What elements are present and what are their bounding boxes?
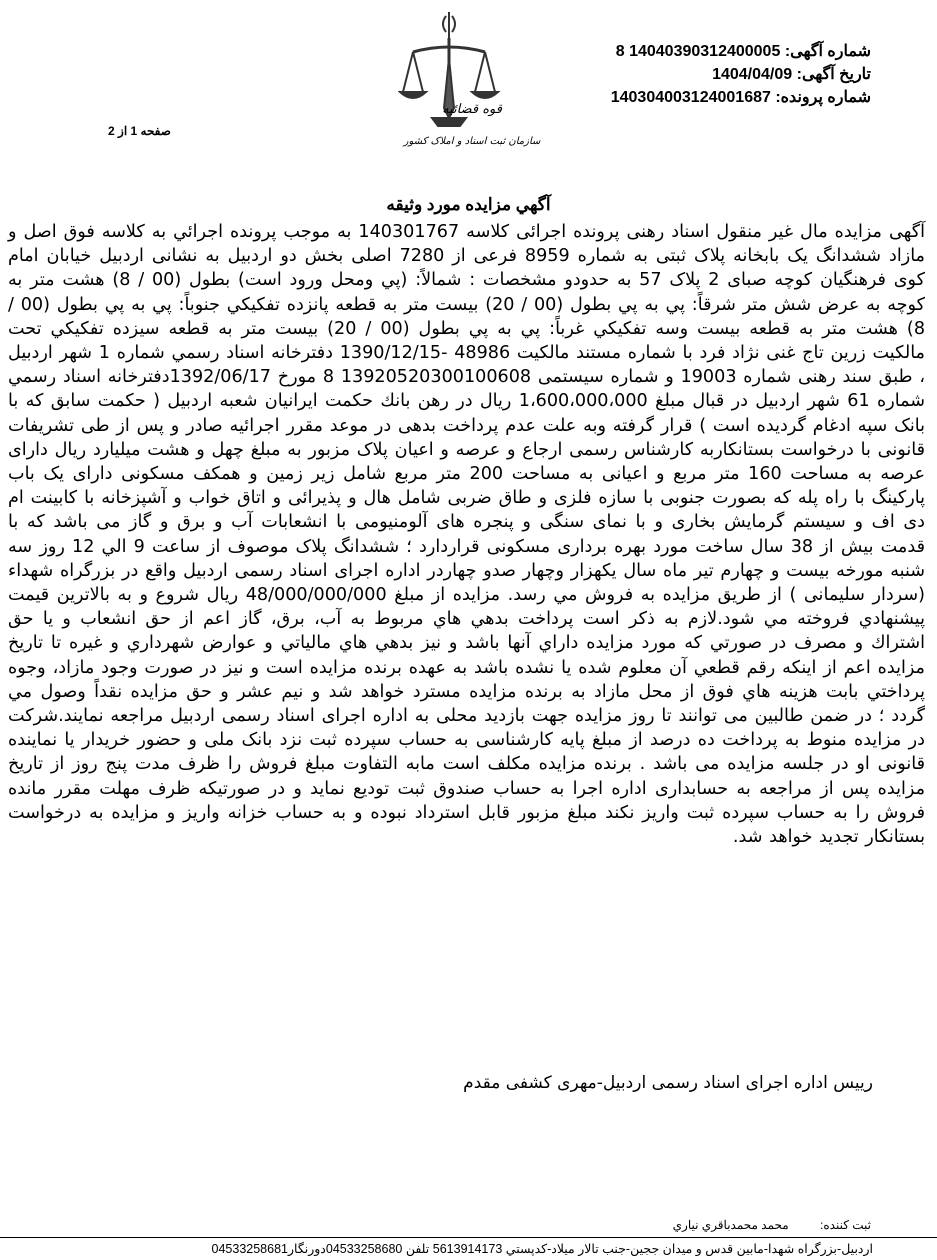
- judiciary-emblem: [398, 8, 548, 168]
- file-number-row: [611, 86, 871, 109]
- registrar-name: محمد محمدباقري نياري: [672, 1218, 789, 1232]
- file-number: 140304003124001687: [610, 89, 771, 106]
- ad-date: 1404/04/09: [712, 66, 793, 83]
- emblem-caption: قوه قضائيه: [442, 102, 502, 117]
- page-number: صفحه 1 از 2: [108, 124, 171, 138]
- registrar-label: ثبت كننده:: [820, 1218, 871, 1232]
- ad-header-info: [611, 40, 871, 109]
- ad-number: 14040390312400005 8: [615, 43, 781, 60]
- footer-divider: [0, 1237, 937, 1238]
- auction-notice-body: آگهی مزایده مال غیر منقول اسناد رهنی پرونده اجرائی کلاسه 140301767 به موجب پرونده اجرائي به کلاسه فوق اصل و مازاد ششدانگ یک بابخانه پلاک ثبتی به شماره 8959 فرعی از 7280 اصلی بخش دو اردبیل به نشانی اردبیل خیابان امام کوی فرهنگیان کوچه صبای 2 پلاک 57 به حدودو مشخصات : شمالاً: (پي ومحل ورود است) بطول (00 / 8) هشت متر به کوچه به عرض شش متر شرقاً: پي به پي بطول (00 / 20) بيست متر به قطعه پانزده تفکيکي جنوباً: پي به پي بطول (00 / 8) هشت متر به قطعه بيست وسه تفکيکي غرباً: پي به پي بطول (00 / 20) بيست متر به قطعه سيزده تفکيکي تحت مالکيت زرين تاج غنی نژاد فرد با شماره مستند مالکيت 48986 -1390/12/15 دفترخانه اسناد رسمي شماره 1 شهر اردبیل ، طبق سند رهنی شماره 19003 و شماره سیستمی 13920520300100608 8 مورخ 1392/06/17دفترخانه اسناد رسمي شماره 61 شهر اردبيل در قبال مبلغ 1،600،000،000 ريال در رهن بانك حکمت ایرانیان شعبه اردبیل ( حکمت سابق که با بانک سپه ادغام گردیده است ) قرار گرفته وبه علت عدم پرداخت بدهی در موعد مقرر اجرائیه صادر و پس از طی تشریفات قانونی با درخواست بستانکاربه کارشناس رسمی ارجاع و عرصه و اعیان پلاک مزبور به مبلغ چهل و هشت میلیارد ریال دارای عرصه به مساحت 160 متر مربع و اعیانی به مساحت 200 متر مربع شامل زیر زمین و همکف مسکونی دارای یک باب پارکینگ با راه پله که بصورت جنوبی با سازه فلزی و طاق ضربی شامل هال و پذیرائی و اتاق خواب و آشپزخانه با کابینت ام دی اف و سیستم گرمایش بخاری و با نمای سنگی و پنجره های آلومنیومی با انشعابات آب و برق و گاز می باشد که با قدمت بیش از 38 سال ساخت مورد بهره برداری مسکونی قراردارد ؛ ششدانگ پلاک موصوف از ساعت 9 الي 12 روز سه شنبه مورخه بيست و چهارم تير ماه سال يکهزار وچهار صدو چهاردر اداره اجرای اسناد رسمی اردبیل واقع در بزرگراه شهداء (سردار سلیمانی ) از طريق مزايده به فروش مي رسد. مزايده از مبلغ 48/000/000/000 ريال شروع و به بالاترين قيمت پيشنهادي فروخته مي شود.لازم به ذکر است پرداخت بدهي هاي مربوط به آب، برق، گاز اعم از حق انشعاب و يا حق اشتراك و مصرف در صورتي که مورد مزايده داراي آنها باشد و نيز بدهي هاي مالياتي و عوارض شهرداري و غيره تا تاريخ مزايده اعم از اينکه رقم قطعي آن معلوم شده يا نشده باشد به عهده برنده مزايده است و نيز در صورت وجود مازاد، وجوه پرداختي بابت هزينه هاي فوق از محل مازاد به برنده مزايده مسترد خواهد شد و نيم عشر و حق مزايده نقداً وصول مي گردد ؛ در ضمن طالبین می توانند تا روز مزایده جهت بازديد محلی به اداره اجرای اسناد رسمی اردبیل مراجعه نمایند.شرکت در مزايده منوط به پرداخت ده درصد از مبلغ پايه کارشناسی به حساب سپرده ثبت نزد بانک ملی و حضور خريدار يا نماينده قانونی او در جلسه مزایده می باشد . برنده مزايده مکلف است مابه التفاوت مبلغ فروش را ظرف مدت پنج روز از تاريخ مزايده پس از مراجعه به حسابداری اداره اجرا به حساب صندوق ثبت توديع نمايد و در صورتيکه ظرف مهلت مقرر مانده فروش را به حساب سپرده ثبت واريز نکند مبلغ مزبور قابل استرداد نبوده و به حساب خزانه واريز و مزايده به درخواست بستانکار تجديد خواهد شد.: [8, 222, 926, 848]
- ad-date-row: [611, 63, 871, 86]
- ad-number-row: [611, 40, 871, 63]
- ad-number-label: شماره آگهی:: [784, 43, 871, 60]
- page-title: آگهي مزايده مورد وثيقه: [386, 195, 551, 214]
- emblem-subcaption: سازمان ثبت اسناد و املاک کشور: [403, 136, 541, 147]
- ad-date-label: تاریخ آگهی:: [796, 66, 871, 83]
- footer-address: اردبيل-بزرگراه شهدا-مابين قدس و ميدان ججين-جنب تالار ميلاد-کدپستي 5613914173 تلفن 04533258680دورنگار04533258681: [211, 1242, 873, 1256]
- file-number-label: شماره پرونده:: [775, 89, 871, 106]
- signature-line: رييس اداره اجرای اسناد رسمی اردبیل-مهری کشفی مقدم: [463, 1073, 873, 1093]
- registrar-line: [673, 1218, 871, 1232]
